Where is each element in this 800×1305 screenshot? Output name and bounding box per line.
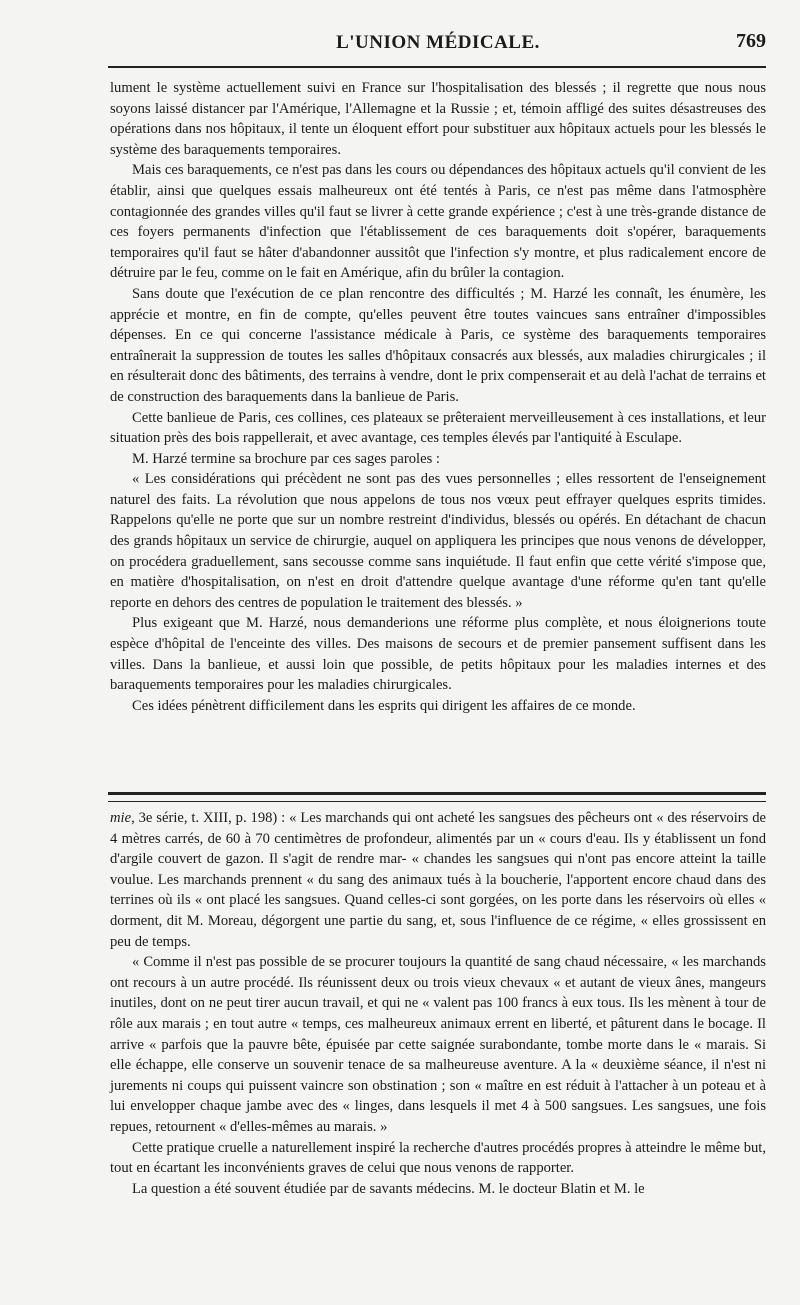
citation-lead: mie, — [110, 810, 135, 826]
paragraph: M. Harzé termine sa brochure par ces sages paroles : — [132, 450, 440, 467]
paragraph: Sans doute que l'exécution de ce plan rencontre des difficultés ; M. Harzé les connaît, les énumère, les apprécie et montre, en fin de compte, qu'elles peuvent être toutes vaincues sans entraîner d'impossibles dépenses. En ce qui concerne l'assistance médicale à Paris, ce système des baraquements temporaires entraînerait la suppression de toutes les salles d'hôpitaux consacrés aux blessés, aux maladies chirurgicales ; il en résulterait donc des bâtiments, des terrains à vendre, dont le prix compenserait et au delà l'achat de terrains et de construction des baraquements dans la banlieue de Paris. — [110, 285, 766, 405]
quotation-paragraph: « Comme il n'est pas possible de se procurer toujours la quantité de sang chaud nécessaire, « les marchands ont recours à un autre procédé. Ils réunissent deux ou trois vieux chevaux « et autant de vieux ânes, mangeurs inutiles, dont on ne peut tirer aucun travail, et qui ne « valent pas 100 francs à eux tous. Ils les mènent à tour de rôle aux marais ; en tout autre « temps, ces malheureux animaux errent en liberté, et pâturent dans le bocage. Il arrive « parfois que la pauvre bête, épuisée par cette saignée surabondante, tombe morte dans le « marais. Si elle échappe, elle conserve un souvenir tenace de sa malheureuse aventure. A la « deuxième séance, il n'est ni jurements ni coups qui puissent vaincre son obstination ; son « maître en est réduit à l'attacher à un poteau et à lui envelopper chaque jambe avec des « linges, dans lesquels il met 4 à 500 sangsues. Les sangsues, une fois repues, retournent « d'elles-mêmes au marais. » — [110, 954, 766, 1135]
running-title: L'UNION MÉDICALE. — [336, 32, 540, 53]
feuilleton-text — [110, 808, 766, 1199]
paragraph: Cette banlieue de Paris, ces collines, ces plateaux se prêteraient merveilleusement à ces installations, et leur situation près des bois rappellerait, et avec avantage, ces temples élevés par l'antiquité à Esculape. — [110, 409, 766, 447]
section-divider — [108, 792, 766, 802]
paragraph: Cette pratique cruelle a naturellement inspiré la recherche d'autres procédés propres à atteindre le même but, tout en écartant les inconvénients graves de celui que nous venons de rapporter. — [110, 1139, 766, 1177]
paragraph: Ces idées pénètrent difficilement dans les esprits qui dirigent les affaires de ce monde. — [132, 697, 636, 714]
quotation-paragraph: « Les considérations qui précèdent ne sont pas des vues personnelles ; elles ressortent de l'enseignement naturel des faits. La révolution que nous appelons de tous nos vœux peut effrayer quelques esprits timides. Rappelons qu'elle ne porte que sur un nombre restreint d'individus, blessés ou opérés. En détachant de chacun des grands hôpitaux un service de chirurgie, auquel on appliquera les principes que nous venons de développer, on procédera graduellement, sans secousse comme sans inquiétude. Il faut enfin que cette vérité s'impose que, en matière d'hospitalisation, on n'est en droit d'attendre quelque avantage d'une réforme qu'en tant qu'elle reporte en dehors des centres de population le traitement des blessés. » — [110, 471, 766, 611]
header-rule — [108, 66, 766, 68]
paragraph: lument le système actuellement suivi en France sur l'hospitalisation des blessés ; il regrette que nous nous soyons laissé distancer par l'Amérique, l'Allemagne et la Russie ; et, témoin affligé des suites désastreuses des opérations dans nos hôpitaux, il tente un éloquent effort pour substituer aux hôpitaux actuels pour les blessés le système des baraquements temporaires. — [110, 80, 766, 158]
main-article-text — [110, 78, 766, 716]
paragraph — [110, 808, 766, 952]
page-number: 769 — [736, 30, 766, 52]
paragraph: Plus exigeant que M. Harzé, nous demanderions une réforme plus complète, et nous éloignerions toute espèce d'hôpital de l'enceinte des villes. Des maisons de secours et de premier pansement suffisent dans les villes. Dans la banlieue, et aussi loin que possible, de petits hôpitaux pour les maladies internes et des baraquements temporaires pour les maladies chirurgicales. — [110, 615, 766, 694]
page-header — [110, 28, 766, 62]
quotation-text: 3e série, t. XIII, p. 198) : « Les marchands qui ont acheté les sangsues des pêcheurs ont « des réservoirs de 4 mètres carrés, de 60 à 70 centimètres de profondeur, alimentés par un « cours d'eau. Ils y établissent un fond d'argile couvert de gazon. Il s'agit de rendre mar- « chandes les sangsues qui n'ont pas encore atteint la taille voulue. Les marchands prennent « du sang des animaux tués à la boucherie, l'apportent encore chaud dans des terrines où ils « ont placé les sangsues. Quand celles-ci sont gorgées, on les porte dans les réservoirs où elles « dorment, dit M. Moreau, dégorgent une partie du sang, et, sous l'influence de ce régime, « elles grossissent en peu de temps. — [110, 810, 766, 950]
paragraph: Mais ces baraquements, ce n'est pas dans les cours ou dépendances des hôpitaux actuels qu'il convient de les établir, ainsi que quelques essais malheureux ont été tentés à Paris, ce n'est pas même dans l'atmosphère contagionnée des grandes villes qu'il faut se livrer à cette grande expérience ; c'est à une très-grande distance de ces foyers permanents d'infection que l'établissement de ces baraquements doit s'opérer, baraquements temporaires qu'il faut se hâter d'abandonner aussitôt que l'infection s'y montre, et plus radicalement encore de détruire par le feu, comme on le fait en Amérique, afin du brûler la contagion. — [110, 162, 766, 282]
paragraph: La question a été souvent étudiée par de savants médecins. M. le docteur Blatin et M. le — [132, 1180, 645, 1197]
